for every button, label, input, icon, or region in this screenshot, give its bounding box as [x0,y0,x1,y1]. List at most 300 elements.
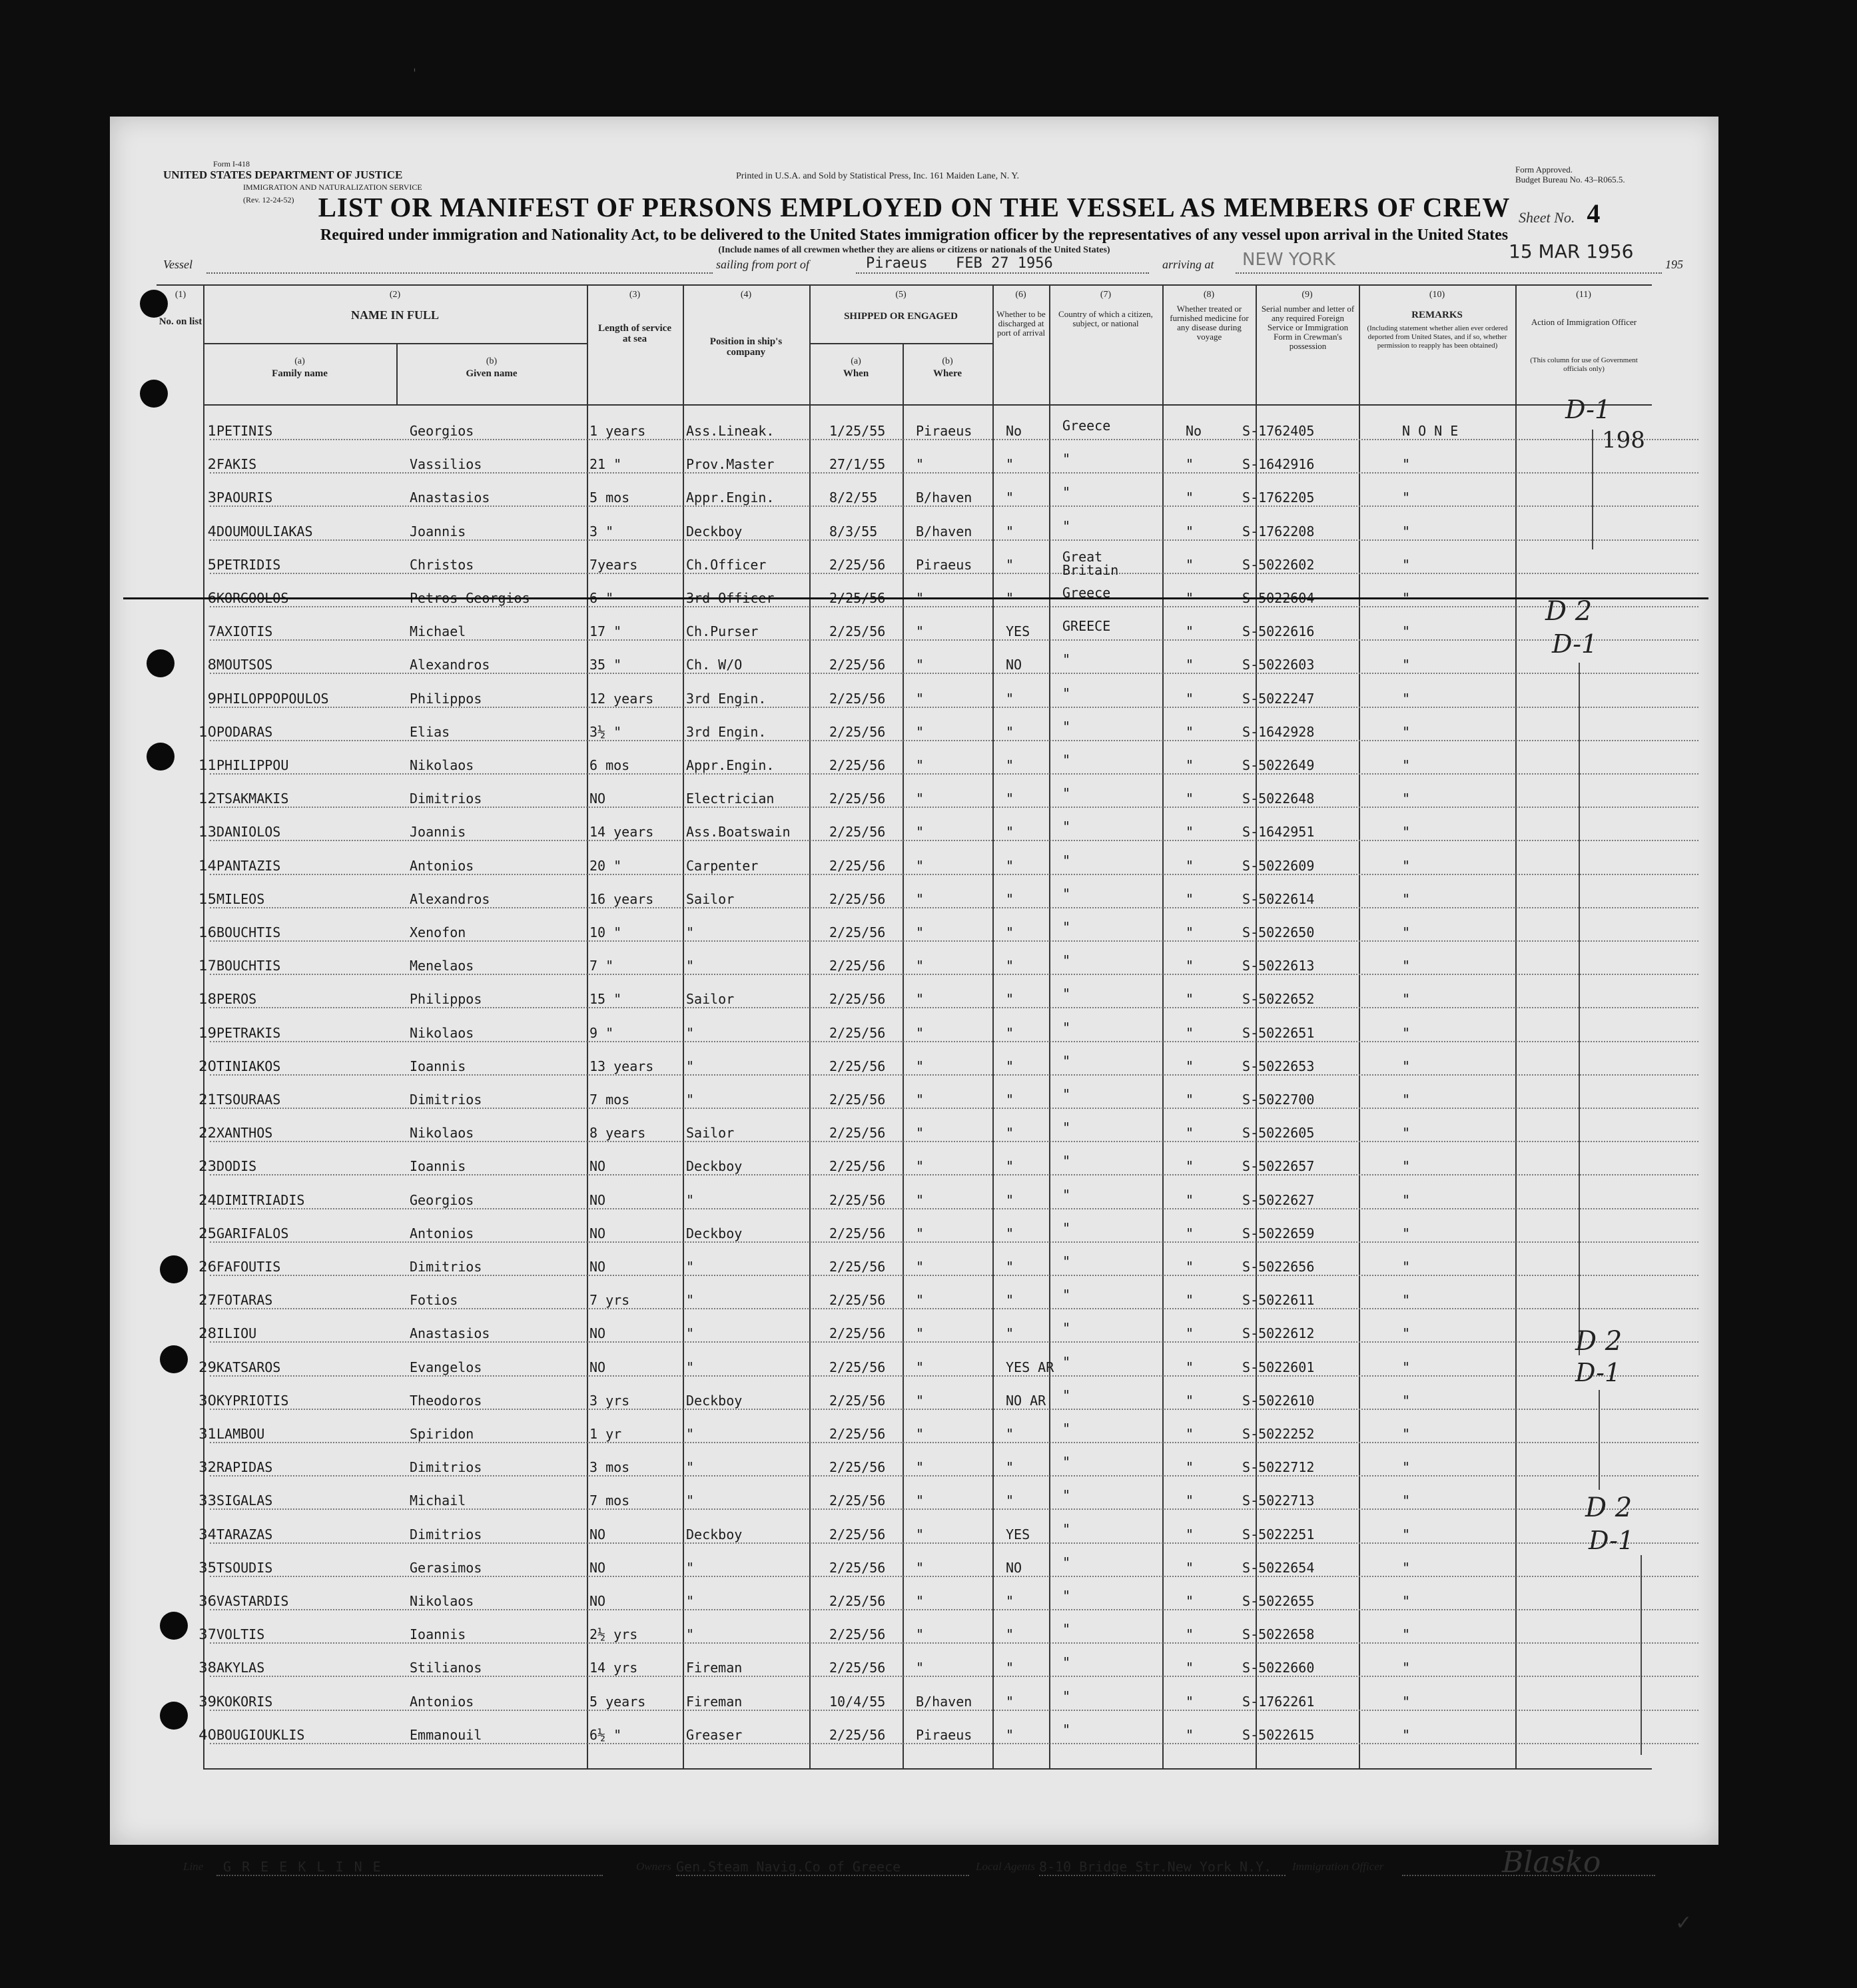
family-name: PETRIDIS [216,556,281,573]
row-number: 26 [198,1259,216,1275]
serial-number: S-1762208 [1242,523,1315,539]
length-of-service: NO [589,1191,606,1208]
table-row [110,1580,1718,1613]
country: " [1062,819,1071,835]
position: Prov.Master [686,456,775,473]
position: " [686,1058,695,1074]
serial-number: S-1762205 [1242,490,1315,506]
country: " [1062,1253,1071,1269]
table-row [110,944,1718,978]
family-name: AKYLAS [216,1660,265,1676]
treated-medicine: " [1186,1593,1194,1609]
remarks: " [1402,890,1411,907]
length-of-service: 1 yr [589,1426,622,1442]
treated-medicine: " [1186,991,1194,1008]
position: Ch. W/O [686,657,743,673]
manifest-subtitle: Required under immigration and Nationality Act, to be delivered to the United States immigration officer by the representatives of any vessel upon arrival in the United States [320,226,1509,244]
position: " [686,1459,695,1476]
given-name: Alexandros [410,657,490,673]
col11-subheading: (This column for use of Government officials only) [1530,356,1638,373]
to-be-discharged: " [1006,824,1014,840]
remarks: " [1402,1191,1411,1208]
length-of-service: 3 " [589,523,614,539]
treated-medicine: " [1186,1392,1194,1409]
family-name: PODARAS [216,723,273,740]
shipped-when: 8/2/55 [829,490,878,506]
include-note: (Include names of all crewmen whether they are aliens or citizens or nationals of the United States) [718,245,1110,255]
col8-heading: Whether treated or furnished medicine for any disease during voyage [1170,304,1249,342]
table-row [110,476,1718,509]
table-row [110,1346,1718,1379]
treated-medicine: " [1186,723,1194,740]
row-number: 8 [207,657,216,673]
country: " [1062,1421,1071,1437]
manifest-footer [110,1860,1718,1887]
col9-heading: Serial number and letter of any required Foreign Service or Immigration Form in Crewman's possession [1261,304,1355,351]
treated-medicine: No [1186,423,1202,439]
remarks: " [1402,1392,1411,1409]
family-name: LAMBOU [216,1426,265,1442]
family-name: PAOURIS [216,490,273,506]
family-name: BOUCHTIS [216,924,281,940]
to-be-discharged: " [1006,1426,1014,1442]
position: Fireman [686,1660,743,1676]
row-number: 20 [198,1058,216,1074]
position: Sailor [686,991,735,1008]
remarks: " [1402,1125,1411,1142]
shipped-where: " [916,456,925,473]
position: Appr.Engin. [686,757,775,773]
shipped-when: 2/25/56 [829,1559,886,1576]
table-top-rule [157,284,1652,286]
col10-heading: REMARKS [1411,310,1463,320]
treated-medicine: " [1186,690,1194,707]
length-of-service: NO [589,1259,606,1275]
agency-line-1: UNITED STATES DEPARTMENT OF JUSTICE [163,168,403,181]
length-of-service: 16 years [589,890,654,907]
serial-number: S-5022251 [1242,1526,1315,1542]
shipped-where: " [916,1058,925,1074]
to-be-discharged: " [1006,490,1014,506]
to-be-discharged: No [1006,423,1022,439]
col2-heading: NAME IN FULL [350,308,439,322]
row-number: 39 [198,1693,216,1710]
given-name: Xenofon [410,924,466,940]
country: Greece [1062,585,1111,601]
treated-medicine: " [1186,556,1194,573]
officer-bracket [1592,430,1593,549]
serial-number: S-5022603 [1242,657,1315,673]
shipped-where: " [916,1526,925,1542]
family-name: TSOUDIS [216,1559,273,1576]
remarks: " [1402,791,1411,807]
shipped-when: 2/25/56 [829,1058,886,1074]
treated-medicine: " [1186,1158,1194,1175]
remarks: " [1402,991,1411,1008]
row-number: 4 [207,523,216,539]
shipped-when: 2/25/56 [829,556,886,573]
sailing-date-stamp: FEB 27 1956 [956,255,1053,272]
given-name: Michael [410,623,466,640]
treated-medicine: " [1186,757,1194,773]
shipped-where: " [916,1392,925,1409]
row-number: 31 [198,1426,216,1442]
shipped-when: 2/25/56 [829,1225,886,1241]
to-be-discharged: " [1006,1259,1014,1275]
row-number: 1 [207,423,216,439]
to-be-discharged: " [1006,723,1014,740]
treated-medicine: " [1186,958,1194,974]
position: Ch.Purser [686,623,759,640]
serial-number: S-5022247 [1242,690,1315,707]
family-name: DOUMOULIAKAS [216,523,313,539]
strike-through [123,597,1708,599]
vessel-label: Vessel [163,258,192,271]
serial-number: S-5022658 [1242,1626,1315,1643]
family-name: GARIFALOS [216,1225,289,1241]
position: Deckboy [686,1526,743,1542]
row-number: 40 [198,1726,216,1743]
row-number: 29 [198,1359,216,1375]
shipped-where: " [916,1158,925,1175]
manifest-sheet [110,117,1718,1935]
table-row [110,1714,1718,1747]
country: " [1062,752,1071,768]
serial-number: S-5022712 [1242,1459,1315,1476]
given-name: Ioannis [410,1058,466,1074]
to-be-discharged: YES AR [1006,1359,1054,1375]
family-name: KOKORIS [216,1693,273,1710]
given-name: Nikolaos [410,1125,474,1142]
remarks: " [1402,757,1411,773]
length-of-service: 2½ yrs [589,1626,638,1643]
shipped-where: " [916,890,925,907]
col5a-heading: When [843,368,869,379]
to-be-discharged: " [1006,690,1014,707]
row-number: 24 [198,1191,216,1208]
given-name: Nikolaos [410,1024,474,1041]
officer-mark: 198 [1602,427,1645,454]
to-be-discharged: " [1006,1225,1014,1241]
country: " [1062,919,1071,935]
punch-hole [147,743,175,771]
table-row [110,1613,1718,1646]
position: Appr.Engin. [686,490,775,506]
shipped-when: 2/25/56 [829,623,886,640]
row-number: 23 [198,1158,216,1175]
to-be-discharged: " [1006,1024,1014,1041]
form-id: Form I-418 [213,159,250,168]
treated-medicine: " [1186,1225,1194,1241]
row-number: 2 [207,456,216,473]
family-name: DIMITRIADIS [216,1191,305,1208]
row-number: 3 [207,490,216,506]
position: " [686,1593,695,1609]
length-of-service: 17 " [589,623,622,640]
remarks: " [1402,1158,1411,1175]
given-name: Vassilios [410,456,482,473]
col10-number: (10) [1429,290,1445,300]
shipped-where: " [916,1125,925,1142]
row-number: 7 [207,623,216,640]
position: " [686,1259,695,1275]
treated-medicine: " [1186,1092,1194,1108]
to-be-discharged: " [1006,1125,1014,1142]
family-name: TSAKMAKIS [216,791,289,807]
shipped-when: 10/4/55 [829,1693,886,1710]
shipped-where: " [916,1492,925,1509]
shipped-where: " [916,1325,925,1342]
shipped-when: 2/25/56 [829,1626,886,1643]
row-number: 22 [198,1125,216,1142]
remarks: " [1402,1359,1411,1375]
table-row [110,811,1718,844]
treated-medicine: " [1186,657,1194,673]
family-name: KATSAROS [216,1359,281,1375]
remarks: " [1402,857,1411,874]
row-number: 11 [198,757,216,773]
country: " [1062,451,1071,468]
treated-medicine: " [1186,1459,1194,1476]
form-revision: (Rev. 12-24-52) [243,195,294,204]
length-of-service: NO [589,1526,606,1542]
shipped-where: " [916,1626,925,1643]
to-be-discharged: " [1006,1726,1014,1743]
country: " [1062,986,1071,1002]
family-name: FAFOUTIS [216,1259,281,1275]
given-name: Antonios [410,1693,474,1710]
to-be-discharged: " [1006,791,1014,807]
to-be-discharged: " [1006,958,1014,974]
serial-number: S-5022652 [1242,991,1315,1008]
family-name: BOUCHTIS [216,958,281,974]
treated-medicine: " [1186,824,1194,840]
shipped-when: 2/25/56 [829,1392,886,1409]
table-row [110,1112,1718,1145]
treated-medicine: " [1186,857,1194,874]
serial-number: S-5022655 [1242,1593,1315,1609]
shipped-when: 2/25/56 [829,757,886,773]
shipped-where: " [916,1359,925,1375]
form-approved: Form Approved. [1515,165,1573,174]
serial-number: S-5022252 [1242,1426,1315,1442]
treated-medicine: " [1186,1492,1194,1509]
position: " [686,1492,695,1509]
country: " [1062,1387,1071,1403]
officer-mark: D-1 [1589,1526,1635,1555]
length-of-service: 6 " [589,590,614,606]
to-be-discharged: NO [1006,1559,1022,1576]
given-name: Dimitrios [410,1526,482,1542]
length-of-service: 7 yrs [589,1292,630,1309]
family-name: MILEOS [216,890,265,907]
country: " [1062,1654,1071,1671]
remarks: N O N E [1402,423,1459,439]
table-row [110,878,1718,911]
given-name: Dimitrios [410,1092,482,1108]
family-name: PEROS [216,991,257,1008]
table-row [110,1446,1718,1479]
remarks: " [1402,924,1411,940]
table-row [110,1479,1718,1512]
given-name: Dimitrios [410,1459,482,1476]
treated-medicine: " [1186,1693,1194,1710]
table-row [110,1279,1718,1312]
serial-number: S-5022604 [1242,590,1315,606]
shipped-when: 2/25/56 [829,1593,886,1609]
shipped-where: B/haven [916,523,972,539]
to-be-discharged: YES [1006,1526,1030,1542]
shipped-when: 2/25/56 [829,1158,886,1175]
shipped-when: 2/25/56 [829,824,886,840]
to-be-discharged: " [1006,1660,1014,1676]
shipped-where: " [916,657,925,673]
country: " [1062,952,1071,969]
col1-number: (1) [175,290,186,300]
given-name: Ioannis [410,1158,466,1175]
given-name: Philippos [410,690,482,707]
country: " [1062,1353,1071,1370]
country: " [1062,885,1071,902]
serial-number: S-5022713 [1242,1492,1315,1509]
shipped-when: 2/25/56 [829,1292,886,1309]
shipped-when: 2/25/56 [829,1024,886,1041]
remarks: " [1402,1492,1411,1509]
remarks: " [1402,1426,1411,1442]
remarks: " [1402,1292,1411,1309]
sheet-label: Sheet No. [1519,209,1575,226]
family-name: TSOURAAS [216,1092,281,1108]
row-number: 13 [198,824,216,840]
to-be-discharged: " [1006,924,1014,940]
treated-medicine: " [1186,1526,1194,1542]
serial-number: S-5022609 [1242,857,1315,874]
col4-number: (4) [740,290,752,300]
length-of-service: 3 yrs [589,1392,630,1409]
table-row [110,1012,1718,1045]
shipped-where: " [916,590,925,606]
country: " [1062,1554,1071,1570]
shipped-when: 2/25/56 [829,1359,886,1375]
punch-hole [160,1255,188,1283]
position: " [686,1092,695,1108]
position: Deckboy [686,1158,743,1175]
length-of-service: 7 mos [589,1092,630,1108]
shipped-when: 2/25/56 [829,857,886,874]
remarks: " [1402,490,1411,506]
owners-value: Gen.Steam Navig.Co of Greece [676,1859,901,1875]
officer-bracket [1599,1390,1600,1490]
length-of-service: NO [589,1225,606,1241]
shipped-where: " [916,1191,925,1208]
shipped-where: " [916,791,925,807]
given-name: Elias [410,723,450,740]
family-name: MOUTSOS [216,657,273,673]
shipped-when: 2/25/56 [829,657,886,673]
col-rule [809,343,992,344]
table-row [110,744,1718,777]
to-be-discharged: " [1006,1325,1014,1342]
officer-mark: D-1 [1575,1358,1621,1387]
shipped-where: " [916,1660,925,1676]
given-name: Petros-Georgios [410,590,530,606]
length-of-service: 9 " [589,1024,614,1041]
position: Ass.Lineak. [686,423,775,439]
budget-bureau: Budget Bureau No. 43–R065.5. [1515,174,1625,184]
shipped-where: " [916,924,925,940]
serial-number: S-1642928 [1242,723,1315,740]
remarks: " [1402,1092,1411,1108]
agency-line-2: IMMIGRATION AND NATURALIZATION SERVICE [243,182,422,192]
position: 3rd Engin. [686,723,767,740]
col8-number: (8) [1203,290,1215,300]
row-number: 27 [198,1292,216,1309]
shipped-when: 2/25/56 [829,1259,886,1275]
shipped-when: 2/25/56 [829,958,886,974]
to-be-discharged: " [1006,1626,1014,1643]
shipped-where: B/haven [916,1693,972,1710]
shipped-when: 27/1/55 [829,456,886,473]
serial-number: S-1642916 [1242,456,1315,473]
row-number: 12 [198,791,216,807]
country: " [1062,1052,1071,1069]
serial-number: S-1762261 [1242,1693,1315,1710]
to-be-discharged: " [1006,1158,1014,1175]
remarks: " [1402,1593,1411,1609]
given-name: Nikolaos [410,1593,474,1609]
given-name: Stilianos [410,1660,482,1676]
length-of-service: 12 years [589,690,654,707]
row-number: 21 [198,1092,216,1108]
position: Deckboy [686,523,743,539]
treated-medicine: " [1186,1125,1194,1142]
serial-number: S-5022615 [1242,1726,1315,1743]
table-row [110,1045,1718,1078]
shipped-where: " [916,1459,925,1476]
col7-number: (7) [1100,290,1112,300]
officer-bracket [1641,1555,1642,1755]
to-be-discharged: " [1006,757,1014,773]
shipped-where: " [916,824,925,840]
given-name: Joannis [410,523,466,539]
country: " [1062,1287,1071,1303]
serial-number: S-1762405 [1242,423,1315,439]
row-number: 18 [198,991,216,1008]
row-number: 32 [198,1459,216,1476]
length-of-service: 5 years [589,1693,646,1710]
col5-heading: SHIPPED OR ENGAGED [844,311,958,322]
shipped-when: 2/25/56 [829,1092,886,1108]
table-row [110,978,1718,1011]
col11-heading: Action of Immigration Officer [1531,317,1637,327]
to-be-discharged: NO AR [1006,1392,1046,1409]
table-row [110,1212,1718,1245]
table-row [110,1646,1718,1680]
col6-number: (6) [1015,290,1026,300]
family-name: FAKIS [216,456,257,473]
remarks: " [1402,590,1411,606]
serial-number: S-5022602 [1242,556,1315,573]
country: " [1062,1721,1071,1738]
officer-mark: D 2 [1585,1492,1633,1523]
to-be-discharged: " [1006,1191,1014,1208]
given-name: Alexandros [410,890,490,907]
country: " [1062,852,1071,868]
table-row [110,844,1718,878]
remarks: " [1402,958,1411,974]
country: Greece [1062,418,1111,434]
position: Carpenter [686,857,759,874]
